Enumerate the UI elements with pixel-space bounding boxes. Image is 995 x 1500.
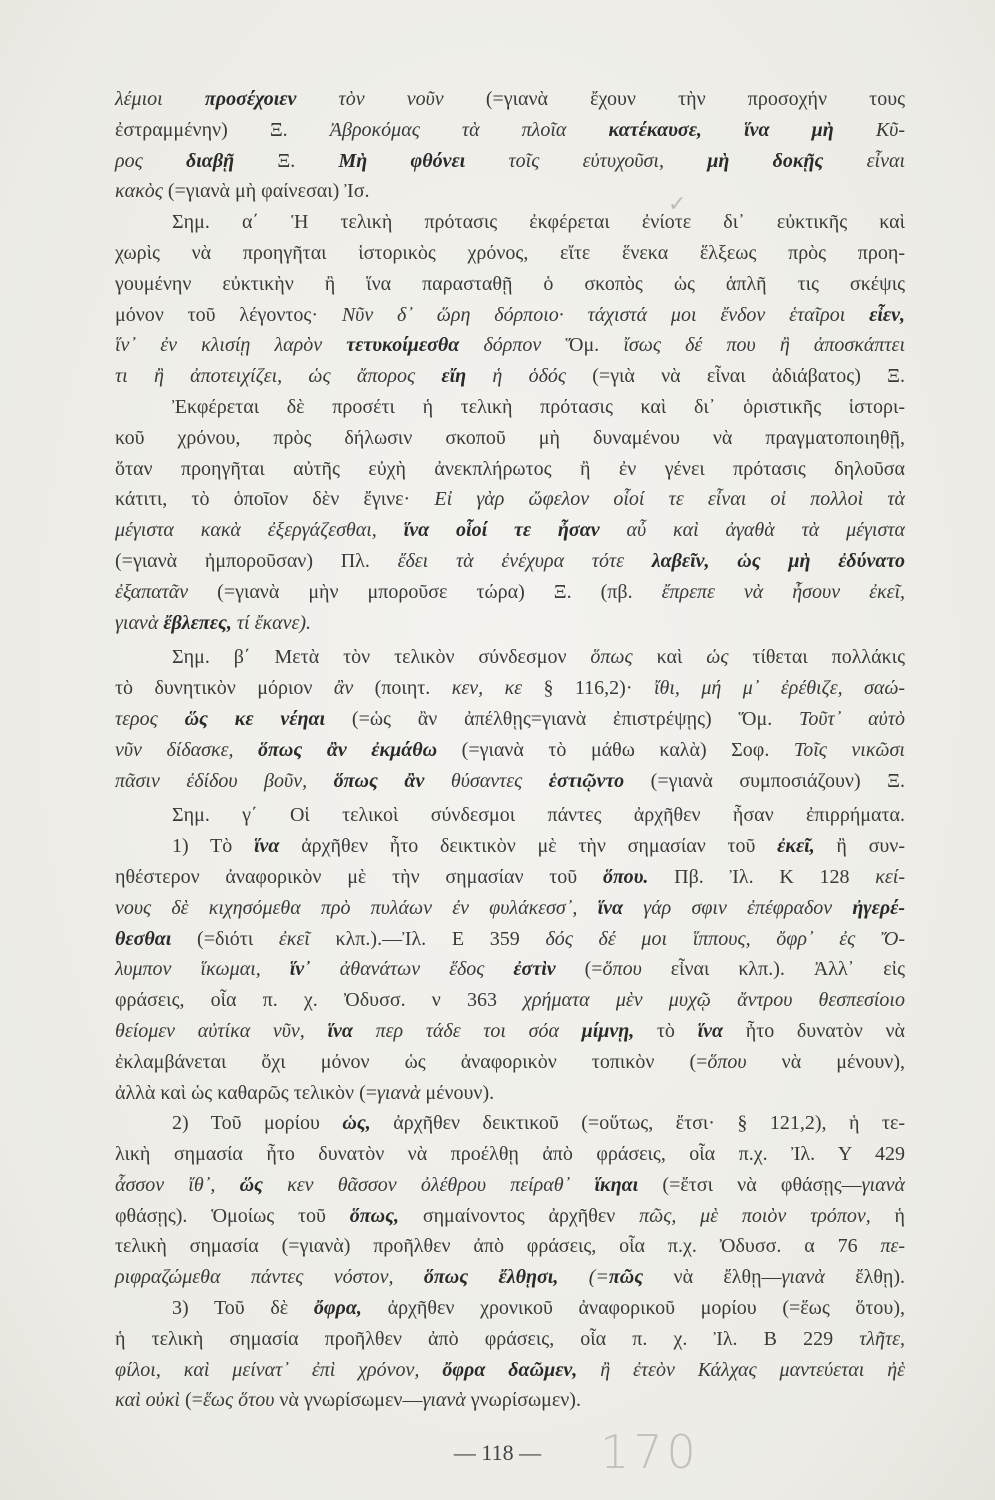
emphasized-text: εἴη [441, 365, 467, 388]
text-segment: κάτιτι, τὸ ὁποῖον δὲν ἔγινε· [115, 488, 435, 511]
text-line [115, 1293, 905, 1324]
text-segment: (=γιανὰ ἔχουν τὴν προσοχήν τους [443, 88, 906, 110]
quoted-text: κεν, κε [451, 677, 523, 700]
text-segment: νὰ μένουν), [746, 1050, 905, 1073]
emphasized-text: ὅπως ἔλθῃσι, [423, 1266, 559, 1289]
quoted-text: νῦν δίδασκε, [115, 738, 258, 761]
quoted-text: ὅπου [602, 958, 642, 981]
emphasized-text: ὥς κε νέηαι [184, 707, 326, 730]
text-segment: Ἐκφέρεται δὲ προσέτι ἡ τελικὴ πρότασις καὶ δι᾽ ὁριστικῆς ἱστορι- [172, 395, 905, 418]
body-text [115, 84, 905, 1416]
emphasized-text: θεσθαι [115, 927, 172, 950]
emphasized-text: ἵνα [697, 1019, 724, 1042]
quoted-text: ἐκεῖ [278, 927, 310, 950]
emphasized-text: λαβεῖν, ὡς μὴ ἐδύνατο [651, 549, 906, 572]
text-line [115, 115, 905, 146]
quoted-text: δός δέ μοι ἵππους, ὄφρ᾽ ἐς Ὄ- [545, 927, 906, 950]
text-line [115, 673, 905, 704]
text-segment: ἀρχῆθεν ἦτο δεικτικὸν μὲ τὴν σημασίαν τοῦ [279, 835, 778, 858]
text-segment: ἢ συν- [814, 835, 905, 858]
text-segment: χωρὶς νὰ προηγῆται ἱστορικὸς χρόνος, εἴτε ἕνεκα ἕλξεως πρὸς προη- [115, 241, 905, 264]
text-line [115, 1016, 905, 1047]
page-number: — 118 — [453, 1440, 542, 1465]
emphasized-text: Μὴ φθόνει [338, 149, 466, 172]
quoted-text: ὅπως [590, 646, 633, 669]
text-segment: Σημ. α΄ Ἡ τελικὴ πρότασις ἐκφέρεται ἐνίοτε δι᾽ εὐκτικῆς καὶ [172, 211, 905, 234]
text-line [115, 361, 905, 392]
text-segment: Σημ. β΄ Μετὰ τὸν τελικὸν σύνδεσμον [172, 646, 591, 669]
emphasized-text: ἵνα οἷοί τε ἦσαν [403, 519, 600, 542]
text-line [115, 546, 905, 577]
emphasized-text: ἵνα [253, 835, 280, 858]
emphasized-text: εἶεν, [869, 303, 906, 326]
quoted-text: περ τάδε τοι σόα [352, 1019, 582, 1042]
text-line [115, 1201, 905, 1232]
emphasized-text: ὄφρα, [313, 1297, 362, 1320]
text-segment: λικὴ σημασία ἦτο δυνατὸν νὰ προέλθῃ ἀπὸ φράσεις, οἷα π.χ. Ἰλ. Υ 429 [115, 1143, 905, 1166]
emphasized-text: ὥς [239, 1173, 263, 1196]
text-segment: σημαίνοντος ἀρχῆθεν [399, 1204, 640, 1227]
text-segment: 3) Τοῦ δὲ [172, 1297, 314, 1320]
text-line [115, 893, 905, 924]
quoted-text: κεί- [875, 865, 905, 888]
text-line [115, 454, 905, 485]
text-segment: (=διότι [171, 927, 279, 950]
text-segment: γουμένην εὐκτικὴν ἢ ἵνα παρασταθῇ ὁ σκοπὸς ὡς ἁπλῆ τις σκέψις [115, 272, 905, 295]
text-segment: τελικὴ σημασία (=γιανὰ) προῆλθεν ἀπὸ φράσεις, οἷα π.χ. Ὀδυσσ. α 76 [115, 1235, 881, 1258]
text-line [115, 207, 905, 238]
text-segment: 2) Τοῦ μορίου [172, 1112, 343, 1135]
quoted-text: ἔπρεπε νὰ ἦσουν ἐκεῖ, [661, 580, 906, 603]
text-line [115, 642, 905, 673]
emphasized-text: ἵν᾽ [289, 958, 311, 981]
quoted-text: τοῖς εὐτυχοῦσι, [465, 149, 708, 172]
text-line [115, 954, 905, 985]
quoted-text: γάρ σφιν ἐπέφραδον [623, 896, 853, 919]
text-line [115, 1139, 905, 1170]
emphasized-text: πῶς [608, 1266, 644, 1289]
text-segment: ἐστραμμένην) Ξ. [115, 118, 330, 141]
text-segment: φράσεις, οἷα π. χ. Ὀδυσσ. ν 363 [115, 989, 524, 1012]
quoted-text: ὡς [706, 646, 729, 669]
quoted-text: θύσαντες [424, 769, 549, 792]
emphasized-text: ὅπου. [602, 865, 649, 888]
text-segment: κοῦ χρόνου, πρὸς δήλωσιν σκοποῦ μὴ δυναμένου νὰ πραγματοποιηθῇ, [115, 426, 905, 449]
quoted-text: (= [558, 1266, 609, 1289]
text-line [115, 176, 905, 207]
text-line [115, 1262, 905, 1293]
emphasized-text: ὅπως ἂν [333, 769, 425, 792]
quoted-text: τὸν νοῦν [296, 88, 444, 110]
quoted-text: θείομεν αὐτίκα νῦν, [115, 1019, 328, 1042]
quoted-text: ἡ ὁδός [466, 365, 593, 388]
quoted-text: νους δὲ κιχησόμεθα πρὸ πυλάων ἐν φυλάκεσσ᾽, [115, 896, 598, 919]
quoted-text: γιανὰ [377, 1081, 421, 1104]
emphasized-text: τετυκοίμεσθα [346, 334, 460, 357]
text-line [115, 608, 905, 639]
emphasized-text: ἵκηαι [594, 1173, 639, 1196]
text-segment: § 116,2)· [522, 677, 654, 700]
quoted-text: τλῆτε, [859, 1327, 905, 1350]
quoted-text: κακὸς [115, 180, 168, 203]
quoted-text: τί ἔκανε). [231, 611, 312, 634]
quoted-text: ἔδει τὰ ἐνέχυρα τότε [397, 549, 652, 572]
text-line [115, 484, 905, 515]
quoted-text: γιανὰ [781, 1266, 825, 1289]
quoted-text: ἵν᾽ ἐν κλισίῃ λαρὸν [115, 334, 347, 357]
text-segment: (=γιανὰ ἠμποροῦσαν) Πλ. [115, 549, 398, 572]
quoted-text: Κῦ- [833, 118, 905, 141]
quoted-text: ἆσσον ἴθ᾽, [115, 1173, 240, 1196]
quoted-text: τερος [115, 707, 185, 730]
text-line [115, 238, 905, 269]
text-segment: νὰ ἔλθῃ— [643, 1266, 782, 1289]
text-line [115, 1108, 905, 1139]
text-segment: (ποιητ. [353, 677, 452, 700]
text-segment: ἐκλαμβάνεται ὄχι μόνον ὡς ἀναφορικὸν τοπικὸν (= [115, 1050, 708, 1073]
quoted-text: ρος [115, 149, 186, 172]
text-segment: (=γιανὰ συμποσιάζουν) Ξ. [624, 769, 906, 792]
text-segment: (=γιανὰ τὸ μάθω καλὰ) Σοφ. [437, 738, 794, 761]
text-segment: (=γιανὰ μὴ φαίνεσαι) Ἰσ. [167, 180, 370, 203]
quoted-text: φίλοι, καὶ μείνατ᾽ ἐπὶ χρόνον, [115, 1358, 443, 1381]
text-segment: 1) Τὸ [172, 835, 254, 858]
text-segment: ηθέστερον ἀναφορικὸν μὲ τὴν σημασίαν τοῦ [115, 865, 603, 888]
quoted-text: γιανὰ [422, 1389, 466, 1412]
text-line [115, 735, 905, 766]
text-line [115, 515, 905, 546]
text-line [115, 831, 905, 862]
text-segment: ἡ τελικὴ σημασία προῆλθεν ἀπὸ φράσεις, οἷα π. χ. Ἰλ. Β 229 [115, 1327, 860, 1350]
text-segment: τίθεται πολλάκις [728, 646, 905, 669]
text-line [115, 1078, 905, 1109]
emphasized-text: μίμνῃ, [581, 1019, 635, 1042]
emphasized-text: ἐστὶν [513, 958, 556, 981]
text-line [115, 1231, 905, 1262]
quoted-text: ἂν [333, 677, 354, 700]
emphasized-text: ἐκεῖ, [777, 835, 815, 858]
emphasized-text: μὴ δοκῇς [707, 149, 824, 172]
text-line [115, 924, 905, 955]
text-segment: ἀρχῆθεν χρονικοῦ ἀναφορικοῦ μορίου (=ἕως ὅτου), [361, 1297, 905, 1320]
quoted-text: Ἀβροκόμας τὰ πλοῖα [329, 118, 609, 141]
text-segment: εἶναι κλπ.). Ἀλλ᾽ εἰς [641, 958, 905, 981]
text-segment: καὶ [632, 646, 707, 669]
text-line [115, 1355, 905, 1386]
text-segment: ἔλθῃ). [824, 1266, 906, 1289]
quoted-text: Τοῦτ᾽ αὐτὸ [799, 707, 906, 730]
quoted-text: Εἰ γὰρ ὤφελον οἷοί τε εἶναι οἱ πολλοὶ τὰ [434, 488, 905, 511]
text-segment: (=ὡς ἂν ἀπέλθῃς=γιανὰ ἐπιστρέψῃς) Ὅμ. [325, 707, 800, 730]
text-segment: ἡ [870, 1204, 905, 1227]
text-line [115, 423, 905, 454]
quoted-text: ἕως ὅτου [202, 1389, 275, 1412]
text-line [115, 1047, 905, 1078]
quoted-text: ἴθι, μή μ᾽ ἐρέθιζε, σαώ- [653, 677, 906, 700]
quoted-text: γιανὰ [861, 1173, 905, 1196]
quoted-text: ριφραζώμεθα πάντες νόστον, [115, 1266, 424, 1289]
text-segment: ἀλλὰ καὶ ὡς καθαρῶς τελικὸν (= [115, 1081, 378, 1104]
text-line [115, 392, 905, 423]
quoted-text: κεν θᾶσσον ὀλέθρου πείραθ᾽ [262, 1173, 595, 1196]
emphasized-text: διαβῇ [185, 149, 235, 172]
text-line [115, 330, 905, 361]
text-line [115, 1385, 905, 1416]
text-segment: (=ἔτσι νὰ φθάσῃς— [638, 1173, 862, 1196]
quoted-text: ἀθανάτων ἕδος [310, 958, 514, 981]
emphasized-text: ὅπως ἂν ἐκμάθω [258, 738, 438, 761]
text-segment: ἦτο δυνατὸν νὰ [723, 1019, 905, 1042]
emphasized-text: ἠγερέ- [852, 896, 905, 919]
handwritten-pencil-note: 170 [600, 1425, 700, 1479]
emphasized-text: κατέκαυσε, ἵνα μὴ [608, 118, 834, 141]
text-segment: Ὅμ. [565, 334, 624, 357]
quoted-text: δόρπον [459, 334, 566, 357]
text-segment: γνωρίσωμεν). [465, 1389, 581, 1412]
quoted-text: πε- [880, 1235, 905, 1258]
quoted-text: εἶναι [823, 149, 905, 172]
emphasized-text: ἑστιῷντο [548, 769, 625, 792]
pencil-check-mark-icon: ✓ [668, 192, 687, 217]
text-segment: (=γιὰ νὰ εἶναι ἀδιάβατος) Ξ. [592, 365, 906, 388]
text-segment: ἀρχῆθεν δεικτικοῦ (=οὕτως, ἔτσι· § 121,2), ἡ τε- [370, 1112, 905, 1135]
text-line [115, 577, 905, 608]
quoted-text: γιανὰ [115, 611, 164, 634]
quoted-text: τι ἢ ἀποτειχίζει, ὡς ἄπορος [115, 365, 442, 388]
text-line [115, 862, 905, 893]
text-line [115, 146, 905, 177]
text-line [115, 704, 905, 735]
text-segment: νὰ γνωρίσωμεν— [274, 1389, 423, 1412]
quoted-text: χρήματα μὲν μυχῷ ἄντρου θεσπεσίοιο [523, 989, 905, 1012]
text-segment: (= [555, 958, 603, 981]
text-line [115, 300, 905, 331]
text-segment: τὸ δυνητικὸν μόριον [115, 677, 334, 700]
text-line [115, 800, 905, 831]
quoted-text: λυμπον ἵκωμαι, [115, 958, 290, 981]
quoted-text: ἢ ἐτεὸν Κάλχας μαντεύεται ἠὲ [577, 1358, 905, 1381]
text-line [115, 1324, 905, 1355]
quoted-text: Τοῖς νικῶσι [793, 738, 905, 761]
emphasized-text: ὡς, [342, 1112, 371, 1135]
text-line [115, 766, 905, 797]
quoted-text: πᾶσιν ἐδίδου βοῦν, [115, 769, 334, 792]
text-segment: Πβ. Ἰλ. Κ 128 [648, 865, 876, 888]
emphasized-text: ἔβλεπες, [163, 611, 232, 634]
quoted-text: ὅπου [707, 1050, 747, 1073]
text-segment: τὸ [634, 1019, 698, 1042]
quoted-text: Νῦν δ᾽ ὥρη δόρποιο· τάχιστά μοι ἔνδον ἑταῖροι [341, 303, 870, 326]
quoted-text: καὶ οὐκὶ [115, 1389, 185, 1412]
quoted-text: ἴσως δέ που ἢ ἀποσκάπτει [623, 334, 905, 357]
text-segment: μένουν). [420, 1081, 495, 1104]
quoted-text: μέγιστα κακὰ ἐξεργάζεσθαι, [115, 519, 404, 542]
quoted-text: ἐξαπατᾶν [115, 580, 218, 603]
emphasized-text: ὅπως, [349, 1204, 400, 1227]
text-line [115, 84, 905, 115]
text-segment: μόνον τοῦ λέγοντος· [115, 303, 342, 326]
text-segment: κλπ.).—Ἰλ. Ε 359 [309, 927, 546, 950]
emphasized-text: προσέχοιεν [204, 88, 297, 110]
emphasized-text: ἵνα [327, 1019, 353, 1042]
text-line [115, 269, 905, 300]
quoted-text: λέμιοι [115, 88, 205, 110]
emphasized-text: ὄφρα δαῶμεν, [442, 1358, 578, 1381]
quoted-text: πῶς, μὲ ποιὸν τρόπον, [639, 1204, 871, 1227]
text-segment: Ξ. [234, 149, 339, 172]
quoted-text: αὖ καὶ ἀγαθὰ τὰ μέγιστα [599, 519, 905, 542]
text-line [115, 1170, 905, 1201]
emphasized-text: ἵνα [597, 896, 624, 919]
text-segment: (=γιανὰ μὴν μποροῦσε τώρα) Ξ. (πβ. [217, 580, 662, 603]
text-segment: (= [185, 1389, 203, 1412]
text-segment: φθάσῃς). Ὁμοίως τοῦ [115, 1204, 350, 1227]
text-segment: Σημ. γ΄ Οἱ τελικοὶ σύνδεσμοι πάντες ἀρχῆθεν ἦσαν ἐπιρρήματα. [172, 804, 905, 827]
text-segment: ὅταν προηγῆται αὐτῆς εὐχὴ ἀνεκπλήρωτος ἢ ἐν γένει πρότασις δηλοῦσα [115, 457, 905, 480]
text-line [115, 985, 905, 1016]
